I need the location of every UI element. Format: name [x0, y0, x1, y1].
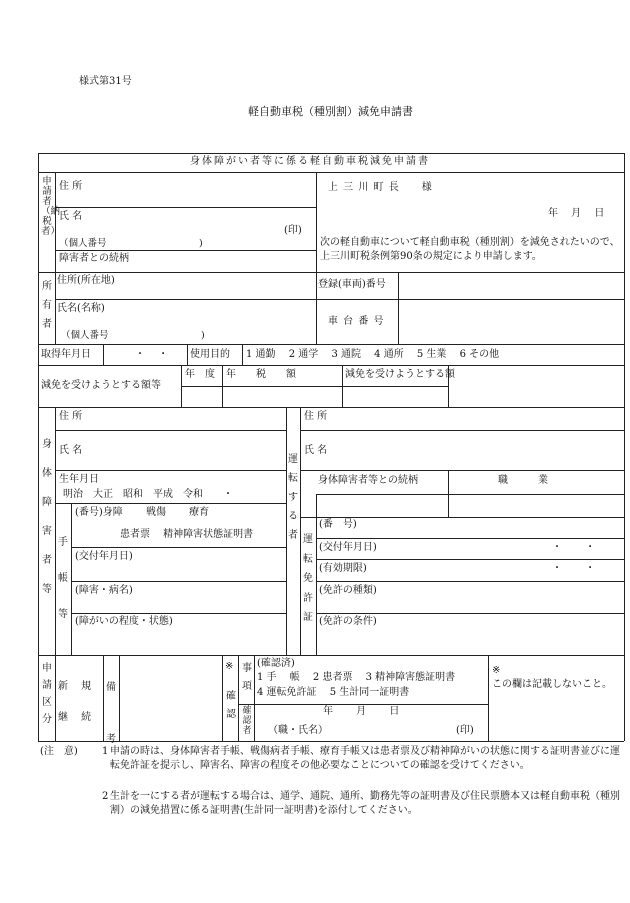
disabled-section-label: 身体障害者等 [42, 439, 52, 595]
note-2-number: 2 [102, 791, 109, 802]
disability-name-label: (障害・病名) [75, 585, 133, 596]
application-date: 年 月 日 [548, 208, 605, 219]
document-title: 軽自動車税（種別割）減免申請書 [248, 105, 413, 118]
applicant-seal: (印) [284, 225, 302, 236]
license-issue-date-label: (交付年月日) [319, 542, 377, 553]
handbook-label: 手帳等 [58, 537, 68, 620]
form-number: 様式第31号 [79, 76, 132, 87]
driver-section-label: 運転する者 [288, 454, 298, 541]
owner-personal-number: （個人番号 [61, 330, 109, 341]
license-issue-date-dots: ・ ・ [552, 542, 596, 553]
confirmer-label: 確認者 [242, 706, 252, 736]
requested-reduction-label: 減免を受けようとする額 [345, 369, 455, 380]
usage-purpose-options: 1 通勤 2 通学 3 通院 4 通所 5 生業 6 その他 [246, 349, 500, 360]
confirm-items-label: 事項 [242, 663, 252, 692]
reserved-mark: ※ [492, 665, 501, 676]
confirm-status: (確認済) [257, 658, 295, 669]
driver-occupation-label: 職 業 [498, 475, 548, 486]
applicant-section-label: 申請者（納税者） [41, 176, 61, 237]
acquisition-date-dots: ・ ・ [135, 349, 169, 360]
reserved-note [492, 664, 622, 691]
chassis-number-label: 車 台 番 号 [328, 316, 385, 327]
acquisition-date-label: 取得年月日 [41, 349, 91, 360]
confirm-items-line1: 1 手 帳 2 患者票 3 精神障害態証明書 [257, 672, 456, 683]
applicant-address-label: 住 所 [59, 181, 83, 192]
driver-name-label: 氏 名 [304, 445, 328, 456]
applicant-personal-number-close: ) [199, 238, 203, 249]
applicant-personal-number: （個人番号 [59, 238, 107, 249]
license-conditions-label: (免許の条件) [319, 616, 377, 627]
confirm-mark: ※ [225, 661, 234, 672]
disabled-birth-label: 生年月日 [59, 474, 99, 485]
reduction-amount-label: 減免を受けようとする額等 [41, 380, 161, 391]
note-1 [40, 745, 623, 772]
license-expiry-label: (有効期限) [319, 563, 367, 574]
disabled-birth-eras: 明治 大正 昭和 平成 令和 ・ [63, 489, 233, 500]
applicant-relationship-label: 障害者との続柄 [59, 253, 129, 264]
annual-tax-label: 年 税 額 [226, 369, 296, 380]
owner-name-label: 氏名(名称) [57, 303, 105, 314]
note-1-text: 申請の時は、身体障害者手帳、戦傷病者手帳、療育手帳又は患者票及び精神障がいの状態に関する証明書並びに運転免許証を提示し、障害名、障害の程度その他必要なことについての確認を受けてください。 [110, 746, 620, 771]
owner-section-label: 所有者 [42, 281, 52, 330]
license-number-label: (番 号) [319, 519, 357, 530]
category-continue: 継 続 [58, 712, 92, 723]
license-section-label: 運転免許証 [303, 534, 313, 623]
usage-purpose-label: 使用目的 [190, 349, 230, 360]
applicant-name-label: 氏 名 [59, 211, 83, 222]
owner-address-label: 住所(所在地) [57, 275, 115, 286]
notes-label: (注 意) [40, 746, 78, 757]
disabled-name-label: 氏 名 [59, 445, 83, 456]
owner-personal-number-close: ) [201, 330, 205, 341]
license-expiry-dots: ・ ・ [552, 563, 596, 574]
handbook-number-label: (番号)身障 戦傷 療育 [75, 507, 210, 518]
remarks-label: 備考 [106, 682, 116, 745]
category-new: 新 規 [58, 681, 92, 692]
confirm-date: 年 月 日 [323, 706, 400, 717]
confirm-label: 確認 [226, 691, 236, 720]
table-title: 身体障がい者等に係る軽自動車税減免申請書 [190, 156, 430, 167]
disability-degree-label: (障がいの程度・状態) [75, 616, 173, 627]
handbook-issue-date-label: (交付年月日) [75, 551, 133, 562]
registration-number-label: 登録(車両)番号 [318, 279, 386, 290]
reserved-text: この欄は記載しないこと。 [492, 678, 612, 690]
license-type-label: (免許の種類) [319, 585, 377, 596]
driver-address-label: 住 所 [304, 411, 328, 422]
note-2-text: 生計を一にする者が運転する場合は、通学、通院、通所、勤務先等の証明書及び住民票謄本又は軽自動車税（種別割）の減免措置に係る証明書(生計同一証明書)を添付してください。 [110, 791, 620, 816]
application-category-label: 申請区分 [42, 663, 52, 725]
confirm-staff-name: （職・氏名） [268, 725, 328, 736]
disabled-address-label: 住 所 [59, 411, 83, 422]
driver-relationship-label: 身体障害者等との続柄 [318, 475, 418, 486]
confirm-items-line2: 4 運転免許証 5 生計同一証明書 [257, 687, 410, 698]
fiscal-year-label: 年 度 [185, 369, 215, 380]
note-2 [45, 790, 623, 817]
note-1-number: 1 [102, 746, 109, 757]
mayor-addressee: 上 三 川 町 長 様 [328, 182, 433, 193]
application-request-text: 次の軽自動車について軽自動車税（種別割）を減免されたいので、上三川町税条例第90条の規定により申請します。 [320, 237, 620, 262]
confirm-seal: (印) [456, 725, 474, 736]
handbook-types: 患者票 精神障害状態証明書 [120, 529, 254, 540]
